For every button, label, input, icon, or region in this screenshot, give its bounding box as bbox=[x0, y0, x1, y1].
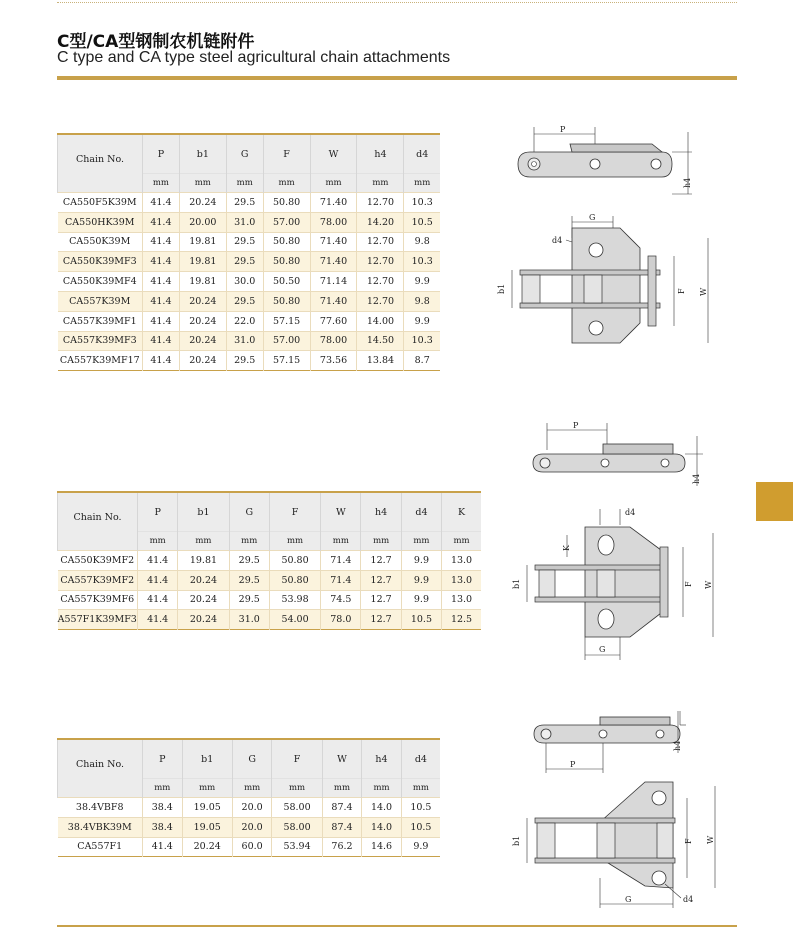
table-cell: 54.00 bbox=[269, 610, 320, 630]
table-cell: 41.4 bbox=[143, 291, 180, 311]
table-row bbox=[58, 837, 441, 857]
label-p: P bbox=[570, 760, 576, 769]
spec-table-2 bbox=[57, 491, 481, 630]
table-cell: 53.94 bbox=[272, 837, 322, 857]
table-cell: 9.8 bbox=[404, 291, 440, 311]
unit-cell: mm bbox=[179, 174, 226, 193]
table-cell: 78.0 bbox=[321, 610, 361, 630]
table-cell: 20.24 bbox=[179, 291, 226, 311]
chain-top-view-diagram-3 bbox=[505, 778, 725, 913]
unit-cell: mm bbox=[361, 532, 401, 551]
table-cell: 41.4 bbox=[143, 232, 180, 252]
table-cell: 41.4 bbox=[138, 610, 178, 630]
label-b1: b1 bbox=[497, 283, 506, 294]
title-underline bbox=[57, 76, 737, 80]
table-cell: 50.80 bbox=[269, 570, 320, 590]
table-cell: 9.9 bbox=[401, 837, 440, 857]
col-header-f: F bbox=[272, 739, 322, 779]
spec-table-1 bbox=[57, 133, 440, 371]
label-b1: b1 bbox=[512, 835, 521, 846]
table-cell: 14.6 bbox=[362, 837, 402, 857]
table-cell: 9.9 bbox=[401, 551, 441, 571]
unit-cell: mm bbox=[182, 779, 232, 798]
table-row bbox=[58, 232, 441, 252]
table-row bbox=[58, 551, 482, 571]
chain-no-cell: CA550K39MF2 bbox=[58, 551, 138, 571]
table-row bbox=[58, 590, 482, 610]
table-cell: 19.81 bbox=[179, 252, 226, 272]
table-cell: 20.24 bbox=[178, 570, 229, 590]
table-cell: 77.60 bbox=[310, 311, 357, 331]
table-row bbox=[58, 311, 441, 331]
table-cell: 58.00 bbox=[272, 817, 322, 837]
table-cell: 13.0 bbox=[442, 590, 481, 610]
table-cell: 12.5 bbox=[442, 610, 481, 630]
table-row bbox=[58, 331, 441, 351]
table-cell: 50.80 bbox=[263, 252, 310, 272]
table-cell: 71.40 bbox=[310, 232, 357, 252]
table-cell: 50.80 bbox=[263, 193, 310, 213]
table-cell: 74.5 bbox=[321, 590, 361, 610]
col-header-k: K bbox=[442, 492, 481, 532]
table-cell: 12.70 bbox=[357, 272, 404, 292]
label-p: P bbox=[573, 421, 579, 430]
table-cell: 29.5 bbox=[226, 351, 263, 371]
table-cell: 10.3 bbox=[404, 331, 440, 351]
table-cell: 9.9 bbox=[401, 570, 441, 590]
table-cell: 14.00 bbox=[357, 311, 404, 331]
table-cell: 29.5 bbox=[226, 232, 263, 252]
table-cell: 57.15 bbox=[263, 311, 310, 331]
table-cell: 57.00 bbox=[263, 212, 310, 232]
chain-no-cell: CA550K39MF4 bbox=[58, 272, 143, 292]
label-h4: h4 bbox=[692, 473, 701, 484]
chain-no-cell: CA557K39MF6 bbox=[58, 590, 138, 610]
col-header-w: W bbox=[322, 739, 362, 779]
table-cell: 87.4 bbox=[322, 798, 362, 818]
table-cell: 19.05 bbox=[182, 817, 232, 837]
table-cell: 12.70 bbox=[357, 193, 404, 213]
table-cell: 10.5 bbox=[404, 212, 440, 232]
table-cell: 76.2 bbox=[322, 837, 362, 857]
table-cell: 50.80 bbox=[269, 551, 320, 571]
table-cell: 20.24 bbox=[179, 311, 226, 331]
table-row bbox=[58, 252, 441, 272]
col-header-b1: b1 bbox=[178, 492, 229, 532]
table-cell: 41.4 bbox=[138, 551, 178, 571]
unit-cell: mm bbox=[442, 532, 481, 551]
label-w: W bbox=[704, 580, 713, 589]
table-cell: 10.3 bbox=[404, 252, 440, 272]
unit-cell: mm bbox=[362, 779, 402, 798]
unit-cell: mm bbox=[321, 532, 361, 551]
table-cell: 29.5 bbox=[229, 590, 269, 610]
unit-cell: mm bbox=[232, 779, 272, 798]
table-cell: 71.14 bbox=[310, 272, 357, 292]
table-cell: 22.0 bbox=[226, 311, 263, 331]
page-title-english: C type and CA type steel agricultural chain attachments bbox=[57, 49, 451, 66]
table-cell: 50.80 bbox=[263, 291, 310, 311]
table-cell: 12.7 bbox=[361, 570, 401, 590]
chain-side-view-diagram-3 bbox=[528, 703, 698, 778]
chain-no-header: Chain No. bbox=[58, 492, 138, 551]
top-dotted-rule bbox=[57, 2, 737, 3]
table-cell: 20.24 bbox=[178, 610, 229, 630]
table-cell: 41.4 bbox=[143, 351, 180, 371]
label-h4: h4 bbox=[683, 177, 692, 188]
label-b1: b1 bbox=[512, 578, 521, 589]
table-cell: 20.0 bbox=[232, 798, 272, 818]
col-header-h4: h4 bbox=[361, 492, 401, 532]
table-cell: 19.05 bbox=[182, 798, 232, 818]
table-cell: 20.24 bbox=[179, 351, 226, 371]
col-header-p: P bbox=[143, 134, 180, 174]
table-cell: 29.5 bbox=[229, 570, 269, 590]
unit-cell: mm bbox=[263, 174, 310, 193]
chain-no-cell: CA550HK39M bbox=[58, 212, 143, 232]
table-cell: 19.81 bbox=[179, 272, 226, 292]
unit-cell: mm bbox=[226, 174, 263, 193]
unit-cell: mm bbox=[401, 779, 440, 798]
table-cell: 14.0 bbox=[362, 817, 402, 837]
label-f: F bbox=[684, 581, 693, 587]
table-cell: 9.9 bbox=[404, 272, 440, 292]
table-cell: 13.0 bbox=[442, 570, 481, 590]
col-header-f: F bbox=[269, 492, 320, 532]
table-cell: 20.0 bbox=[232, 817, 272, 837]
table-cell: 29.5 bbox=[226, 193, 263, 213]
chain-no-cell: 38.4VBK39M bbox=[58, 817, 143, 837]
label-w: W bbox=[699, 287, 708, 296]
table-cell: 31.0 bbox=[226, 331, 263, 351]
unit-cell: mm bbox=[404, 174, 440, 193]
table-cell: 13.84 bbox=[357, 351, 404, 371]
table-cell: 29.5 bbox=[226, 252, 263, 272]
unit-cell: mm bbox=[310, 174, 357, 193]
table-cell: 12.7 bbox=[361, 610, 401, 630]
label-g: G bbox=[625, 895, 632, 904]
col-header-d4: d4 bbox=[401, 739, 440, 779]
table-cell: 12.70 bbox=[357, 232, 404, 252]
chain-top-view-diagram-1 bbox=[490, 208, 720, 353]
table-cell: 8.7 bbox=[404, 351, 440, 371]
unit-cell: mm bbox=[143, 779, 183, 798]
table-cell: 12.70 bbox=[357, 252, 404, 272]
chain-top-view-diagram-2 bbox=[505, 505, 725, 663]
chain-no-cell: CA557K39MF1 bbox=[58, 311, 143, 331]
chain-no-cell: CA557K39M bbox=[58, 291, 143, 311]
table-cell: 20.24 bbox=[178, 590, 229, 610]
table-cell: 50.80 bbox=[263, 232, 310, 252]
table-row bbox=[58, 193, 441, 213]
table-cell: 50.50 bbox=[263, 272, 310, 292]
table-cell: 31.0 bbox=[226, 212, 263, 232]
chain-no-cell: CA550K39M bbox=[58, 232, 143, 252]
table-cell: 20.24 bbox=[179, 193, 226, 213]
table-cell: 20.24 bbox=[179, 331, 226, 351]
table-cell: 38.4 bbox=[143, 798, 183, 818]
label-w: W bbox=[706, 835, 715, 844]
table-cell: 20.00 bbox=[179, 212, 226, 232]
table-cell: 19.81 bbox=[179, 232, 226, 252]
table-cell: 19.81 bbox=[178, 551, 229, 571]
table-row bbox=[58, 212, 441, 232]
label-g: G bbox=[599, 645, 606, 654]
table-cell: 41.4 bbox=[143, 272, 180, 292]
table-row bbox=[58, 798, 441, 818]
table-cell: 10.3 bbox=[404, 193, 440, 213]
table-cell: 53.98 bbox=[269, 590, 320, 610]
label-f: F bbox=[684, 838, 693, 844]
col-header-d4: d4 bbox=[401, 492, 441, 532]
chain-no-cell: 38.4VBF8 bbox=[58, 798, 143, 818]
table-cell: 41.4 bbox=[143, 193, 180, 213]
table-cell: 20.24 bbox=[182, 837, 232, 857]
table-cell: 10.5 bbox=[401, 798, 440, 818]
col-header-w: W bbox=[321, 492, 361, 532]
label-d4: d4 bbox=[683, 895, 694, 904]
table-cell: 12.70 bbox=[357, 291, 404, 311]
col-header-g: G bbox=[232, 739, 272, 779]
table-cell: 41.4 bbox=[138, 590, 178, 610]
unit-cell: mm bbox=[229, 532, 269, 551]
chain-no-cell: CA557K39MF2 bbox=[58, 570, 138, 590]
unit-cell: mm bbox=[357, 174, 404, 193]
table-cell: 9.8 bbox=[404, 232, 440, 252]
label-d4: d4 bbox=[552, 236, 563, 245]
chain-no-cell: CA557F1 bbox=[58, 837, 143, 857]
chain-no-cell: CA557K39MF17 bbox=[58, 351, 143, 371]
table-cell: 41.4 bbox=[143, 212, 180, 232]
chain-no-header: Chain No. bbox=[58, 739, 143, 798]
table-cell: 12.7 bbox=[361, 590, 401, 610]
table-cell: 41.4 bbox=[138, 570, 178, 590]
table-cell: 58.00 bbox=[272, 798, 322, 818]
table-cell: 41.4 bbox=[143, 837, 183, 857]
table-cell: 87.4 bbox=[322, 817, 362, 837]
unit-cell: mm bbox=[178, 532, 229, 551]
table-cell: 12.7 bbox=[361, 551, 401, 571]
col-header-b1: b1 bbox=[182, 739, 232, 779]
table-cell: 71.40 bbox=[310, 291, 357, 311]
table-cell: 78.00 bbox=[310, 331, 357, 351]
label-d4: d4 bbox=[625, 508, 636, 517]
table-cell: 57.00 bbox=[263, 331, 310, 351]
table-cell: 9.9 bbox=[401, 590, 441, 610]
table-row bbox=[58, 351, 441, 371]
unit-cell: mm bbox=[272, 779, 322, 798]
chain-no-cell: A557F1K39MF3 bbox=[58, 610, 138, 630]
spec-table-3 bbox=[57, 738, 440, 857]
table-cell: 71.40 bbox=[310, 193, 357, 213]
table-cell: 29.5 bbox=[226, 291, 263, 311]
table-cell: 57.15 bbox=[263, 351, 310, 371]
col-header-p: P bbox=[143, 739, 183, 779]
label-p: P bbox=[560, 125, 566, 134]
table-cell: 71.40 bbox=[310, 252, 357, 272]
col-header-f: F bbox=[263, 134, 310, 174]
bottom-rule bbox=[57, 925, 737, 927]
chain-no-header: Chain No. bbox=[58, 134, 143, 193]
label-g: G bbox=[589, 213, 596, 222]
label-f: F bbox=[677, 288, 686, 294]
table-row bbox=[58, 291, 441, 311]
table-cell: 9.9 bbox=[404, 311, 440, 331]
col-header-g: G bbox=[226, 134, 263, 174]
table-cell: 14.20 bbox=[357, 212, 404, 232]
table-cell: 38.4 bbox=[143, 817, 183, 837]
table-cell: 73.56 bbox=[310, 351, 357, 371]
table-cell: 14.50 bbox=[357, 331, 404, 351]
page-title-chinese: C型/CA型钢制农机链附件 bbox=[57, 32, 255, 52]
table-cell: 41.4 bbox=[143, 252, 180, 272]
table-cell: 60.0 bbox=[232, 837, 272, 857]
table-row bbox=[58, 272, 441, 292]
chain-no-cell: CA550K39MF3 bbox=[58, 252, 143, 272]
chain-side-view-diagram-1 bbox=[512, 122, 702, 197]
table-cell: 14.0 bbox=[362, 798, 402, 818]
unit-cell: mm bbox=[401, 532, 441, 551]
col-header-h4: h4 bbox=[357, 134, 404, 174]
table-cell: 31.0 bbox=[229, 610, 269, 630]
col-header-b1: b1 bbox=[179, 134, 226, 174]
table-cell: 41.4 bbox=[143, 311, 180, 331]
unit-cell: mm bbox=[143, 174, 180, 193]
table-cell: 13.0 bbox=[442, 551, 481, 571]
col-header-w: W bbox=[310, 134, 357, 174]
table-cell: 78.00 bbox=[310, 212, 357, 232]
table-row bbox=[58, 817, 441, 837]
col-header-g: G bbox=[229, 492, 269, 532]
table-cell: 10.5 bbox=[401, 817, 440, 837]
section-side-tab[interactable] bbox=[756, 482, 793, 521]
table-cell: 71.4 bbox=[321, 551, 361, 571]
col-header-h4: h4 bbox=[362, 739, 402, 779]
col-header-p: P bbox=[138, 492, 178, 532]
chain-side-view-diagram-2 bbox=[525, 418, 715, 490]
table-cell: 29.5 bbox=[229, 551, 269, 571]
unit-cell: mm bbox=[269, 532, 320, 551]
table-row bbox=[58, 570, 482, 590]
chain-no-cell: CA557K39MF3 bbox=[58, 331, 143, 351]
table-cell: 30.0 bbox=[226, 272, 263, 292]
label-k: K bbox=[562, 545, 571, 551]
table-cell: 71.4 bbox=[321, 570, 361, 590]
chain-no-cell: CA550F5K39M bbox=[58, 193, 143, 213]
label-h4: h4 bbox=[673, 740, 682, 751]
table-row bbox=[58, 610, 482, 630]
col-header-d4: d4 bbox=[404, 134, 440, 174]
unit-cell: mm bbox=[322, 779, 362, 798]
unit-cell: mm bbox=[138, 532, 178, 551]
table-cell: 41.4 bbox=[143, 331, 180, 351]
table-cell: 10.5 bbox=[401, 610, 441, 630]
